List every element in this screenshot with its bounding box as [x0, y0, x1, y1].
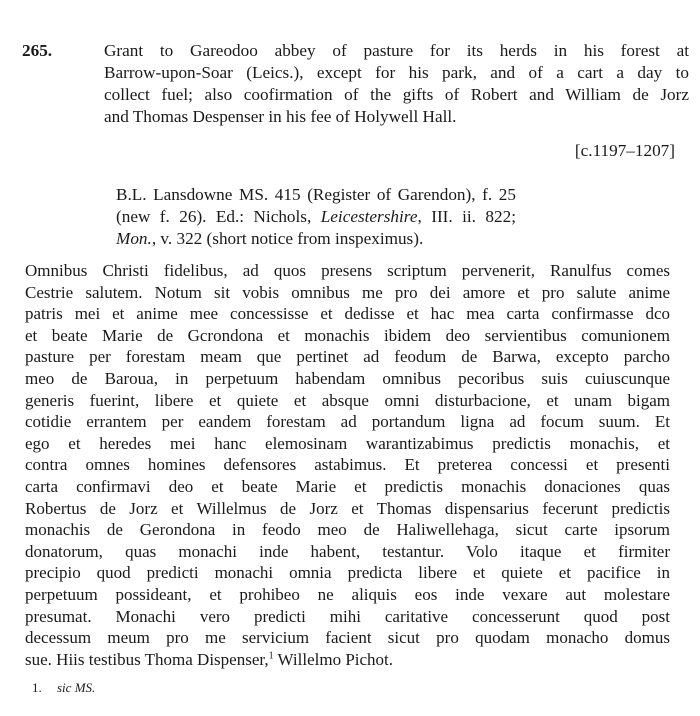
charter-text: [25, 260, 670, 670]
charter-line: carta confirmavi deo et beate Marie et predictis monachis donaciones quas: [25, 476, 670, 496]
charter-line: decessum meum pro me servicium facient sicut pro quodam monacho domus: [25, 628, 670, 648]
charter-line: donatorum, quas monachi inde habent, testantur. Volo itaque et firmiter: [25, 541, 670, 561]
entry-summary: [104, 40, 689, 128]
charter-text: sue. Hiis testibus Thoma Dispenser,: [25, 649, 269, 669]
charter-line: contra omnes homines defensores astabimus. Et preterea concessi et presenti: [25, 455, 670, 475]
charter-line: presumat. Monachi vero predicti mihi caritative concesserunt quod post: [25, 606, 670, 626]
source-references: [116, 184, 516, 250]
charter-line: pasture per forestam meam que pertinet ad feodum de Barwa, excepto parcho: [25, 347, 670, 367]
charter-line: Robertus de Jorz et Willelmus de Jorz et Thomas dispensarius fecerunt predictis: [25, 498, 670, 518]
source-text: (new f. 26). Ed.: Nichols,: [116, 207, 321, 226]
summary-line: Grant to Gareodoo abbey of pasture for its herds in his forest at: [104, 41, 689, 60]
source-text: , III. ii. 822;: [417, 207, 516, 226]
source-line: [116, 206, 516, 228]
summary-line: collect fuel; also coofirmation of the gifts of Robert and William de Jorz: [104, 85, 689, 104]
charter-line: generis fuerint, libere et quiete et absque omni disturbacione, et unam bigam: [25, 390, 670, 410]
summary-line: Barrow-upon-Soar (Leics.), except for his park, and of a cart a day to: [104, 63, 689, 82]
footnote-number: 1.: [32, 680, 42, 695]
entry-date: [c.1197–1207]: [574, 141, 675, 160]
source-text: , v. 322 (short notice from inspeximus).: [151, 229, 424, 248]
charter-text: Willelmo Pichot.: [273, 649, 394, 669]
summary-line: and Thomas Despenser in his fee of Holywell Hall.: [104, 107, 457, 126]
source-title-italic: Leicestershire: [320, 207, 418, 226]
charter-line: ego et heredes mei hanc elemosinam warantizabimus predictis monachis, et: [25, 433, 670, 453]
charter-line: patris mei et anime mee concessisse et dedisse et hac mea carta confirmasse dco: [25, 304, 670, 324]
charter-line: Cestrie salutem. Notum sit vobis omnibus me pro dei amore et pro salute anime: [25, 282, 670, 302]
charter-line: cotidie errantem per eandem forestam ad portandum ligna ad focum suum. Et: [25, 412, 670, 432]
source-title-italic: Mon.: [116, 229, 152, 248]
charter-line: precipio quod predicti monachi omnia predicta libere et quiete et pacifice in: [25, 563, 670, 583]
charter-line: monachis de Gerondona in feodo meo de Haliwellehaga, sicut carte ipsorum: [25, 520, 670, 540]
source-line: B.L. Lansdowne MS. 415 (Register of Garendon), f. 25: [116, 185, 516, 204]
footnote: [32, 680, 95, 696]
charter-line: perpetuum possideant, et prohibeo ne aliquis eos inde vexare aut molestare: [25, 584, 670, 604]
charter-line: Omnibus Christi fidelibus, ad quos presens scriptum pervenerit, Ranulfus comes: [25, 261, 670, 280]
charter-line: et beate Marie de Gcrondona et monachis ibidem deo servientibus comunionem: [25, 325, 670, 345]
source-line: [116, 228, 516, 250]
entry-number: 265.: [22, 41, 53, 60]
charter-line: meo de Baroua, in perpetuum habendam omnibus pecoribus suis cuiuscunque: [25, 368, 670, 388]
footnote-marker: 1: [268, 650, 274, 662]
footnote-text: sic MS.: [57, 680, 96, 695]
charter-line: [25, 649, 670, 671]
